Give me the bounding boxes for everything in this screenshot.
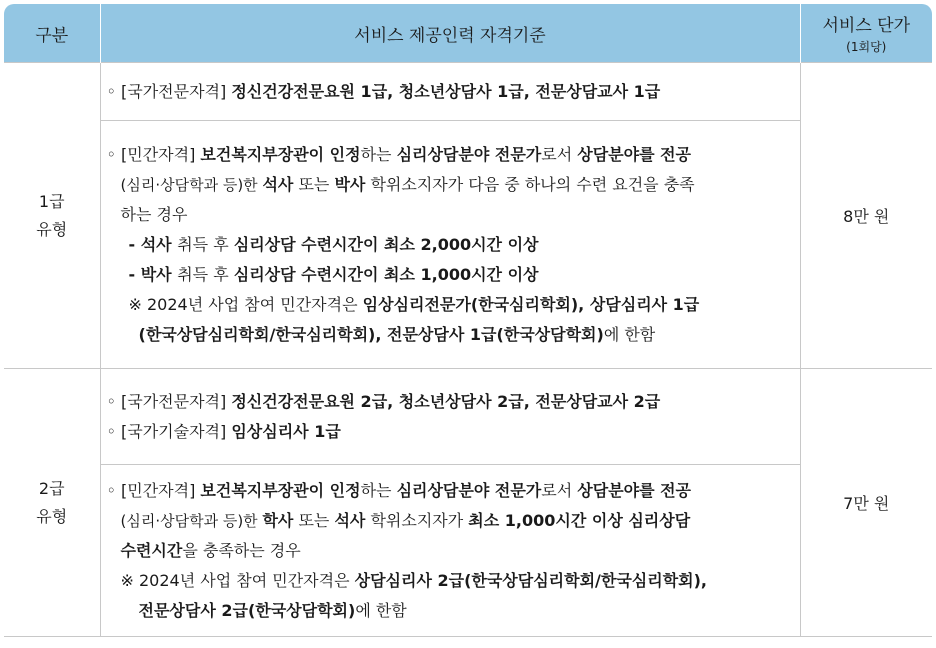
grade-1-cell (4, 63, 100, 369)
national-criteria-cell (100, 63, 800, 121)
grade-type: 유형 (36, 506, 68, 526)
qualification-table (4, 4, 932, 637)
table-row (4, 121, 932, 369)
grade-label: 1급 (38, 191, 65, 211)
price-value: 8만 원 (843, 207, 890, 226)
national-text: 정신건강전문요원 1급, 청소년상담사 1급, 전문상담교사 1급 (231, 81, 661, 101)
private-criteria-cell: ◦ [민간자격] 보건복지부장관이 인정하는 심리상담분야 전문가로서 상담분야를 전공 (심리·상담학과 등)한 석사 또는 박사 학위소지자가 다음 중 하나의 수련 요건을 충족 하는 경우 - 석사 취득 후 심리상담 수련시간이 최소 2,000시간 이상 - 박사 취득 후 심리상담 수련시간이 최소 1,000시간 이상 ※ 2024년 사업 참여 민간자격은 임상심리전문가(한국심리학회), 상담심리사 1급 (한국상담심리학회/한국심리학회), 전문상담사 1급(한국상담학회)에 한함 (100, 121, 800, 369)
header-row (4, 4, 932, 63)
header-criteria: 서비스 제공인력 자격기준 (100, 4, 800, 63)
price-value: 7만 원 (843, 494, 890, 513)
grade-type: 유형 (36, 219, 68, 239)
private-criteria-cell: ◦ [민간자격] 보건복지부장관이 인정하는 심리상담분야 전문가로서 상담분야를 전공 (심리·상담학과 등)한 학사 또는 석사 학위소지자가 최소 1,000시간 이상 심리상담 수련시간을 충족하는 경우 ※ 2024년 사업 참여 민간자격은 상담심리사 2급(한국상담심리학회/한국심리학회), 전문상담사 2급(한국상담학회)에 한함 (100, 465, 800, 637)
national-criteria-cell: ◦ [국가전문자격] 정신건강전문요원 2급, 청소년상담사 2급, 전문상담교사 2급 ◦ [국가기술자격] 임상심리사 1급 (100, 369, 800, 465)
header-price-unit: (1회당) (846, 40, 887, 54)
price-cell (800, 369, 932, 637)
table-row (4, 369, 932, 465)
header-category: 구분 (4, 4, 100, 63)
grade-2-cell (4, 369, 100, 637)
grade-label: 2급 (38, 478, 65, 498)
national-prefix: ◦ [국가전문자격] (106, 81, 232, 101)
price-cell (800, 63, 932, 369)
header-price: 서비스 단가 (1회당) (800, 4, 932, 63)
table-row (4, 465, 932, 637)
table-row (4, 63, 932, 121)
qualification-table-container (4, 4, 932, 637)
